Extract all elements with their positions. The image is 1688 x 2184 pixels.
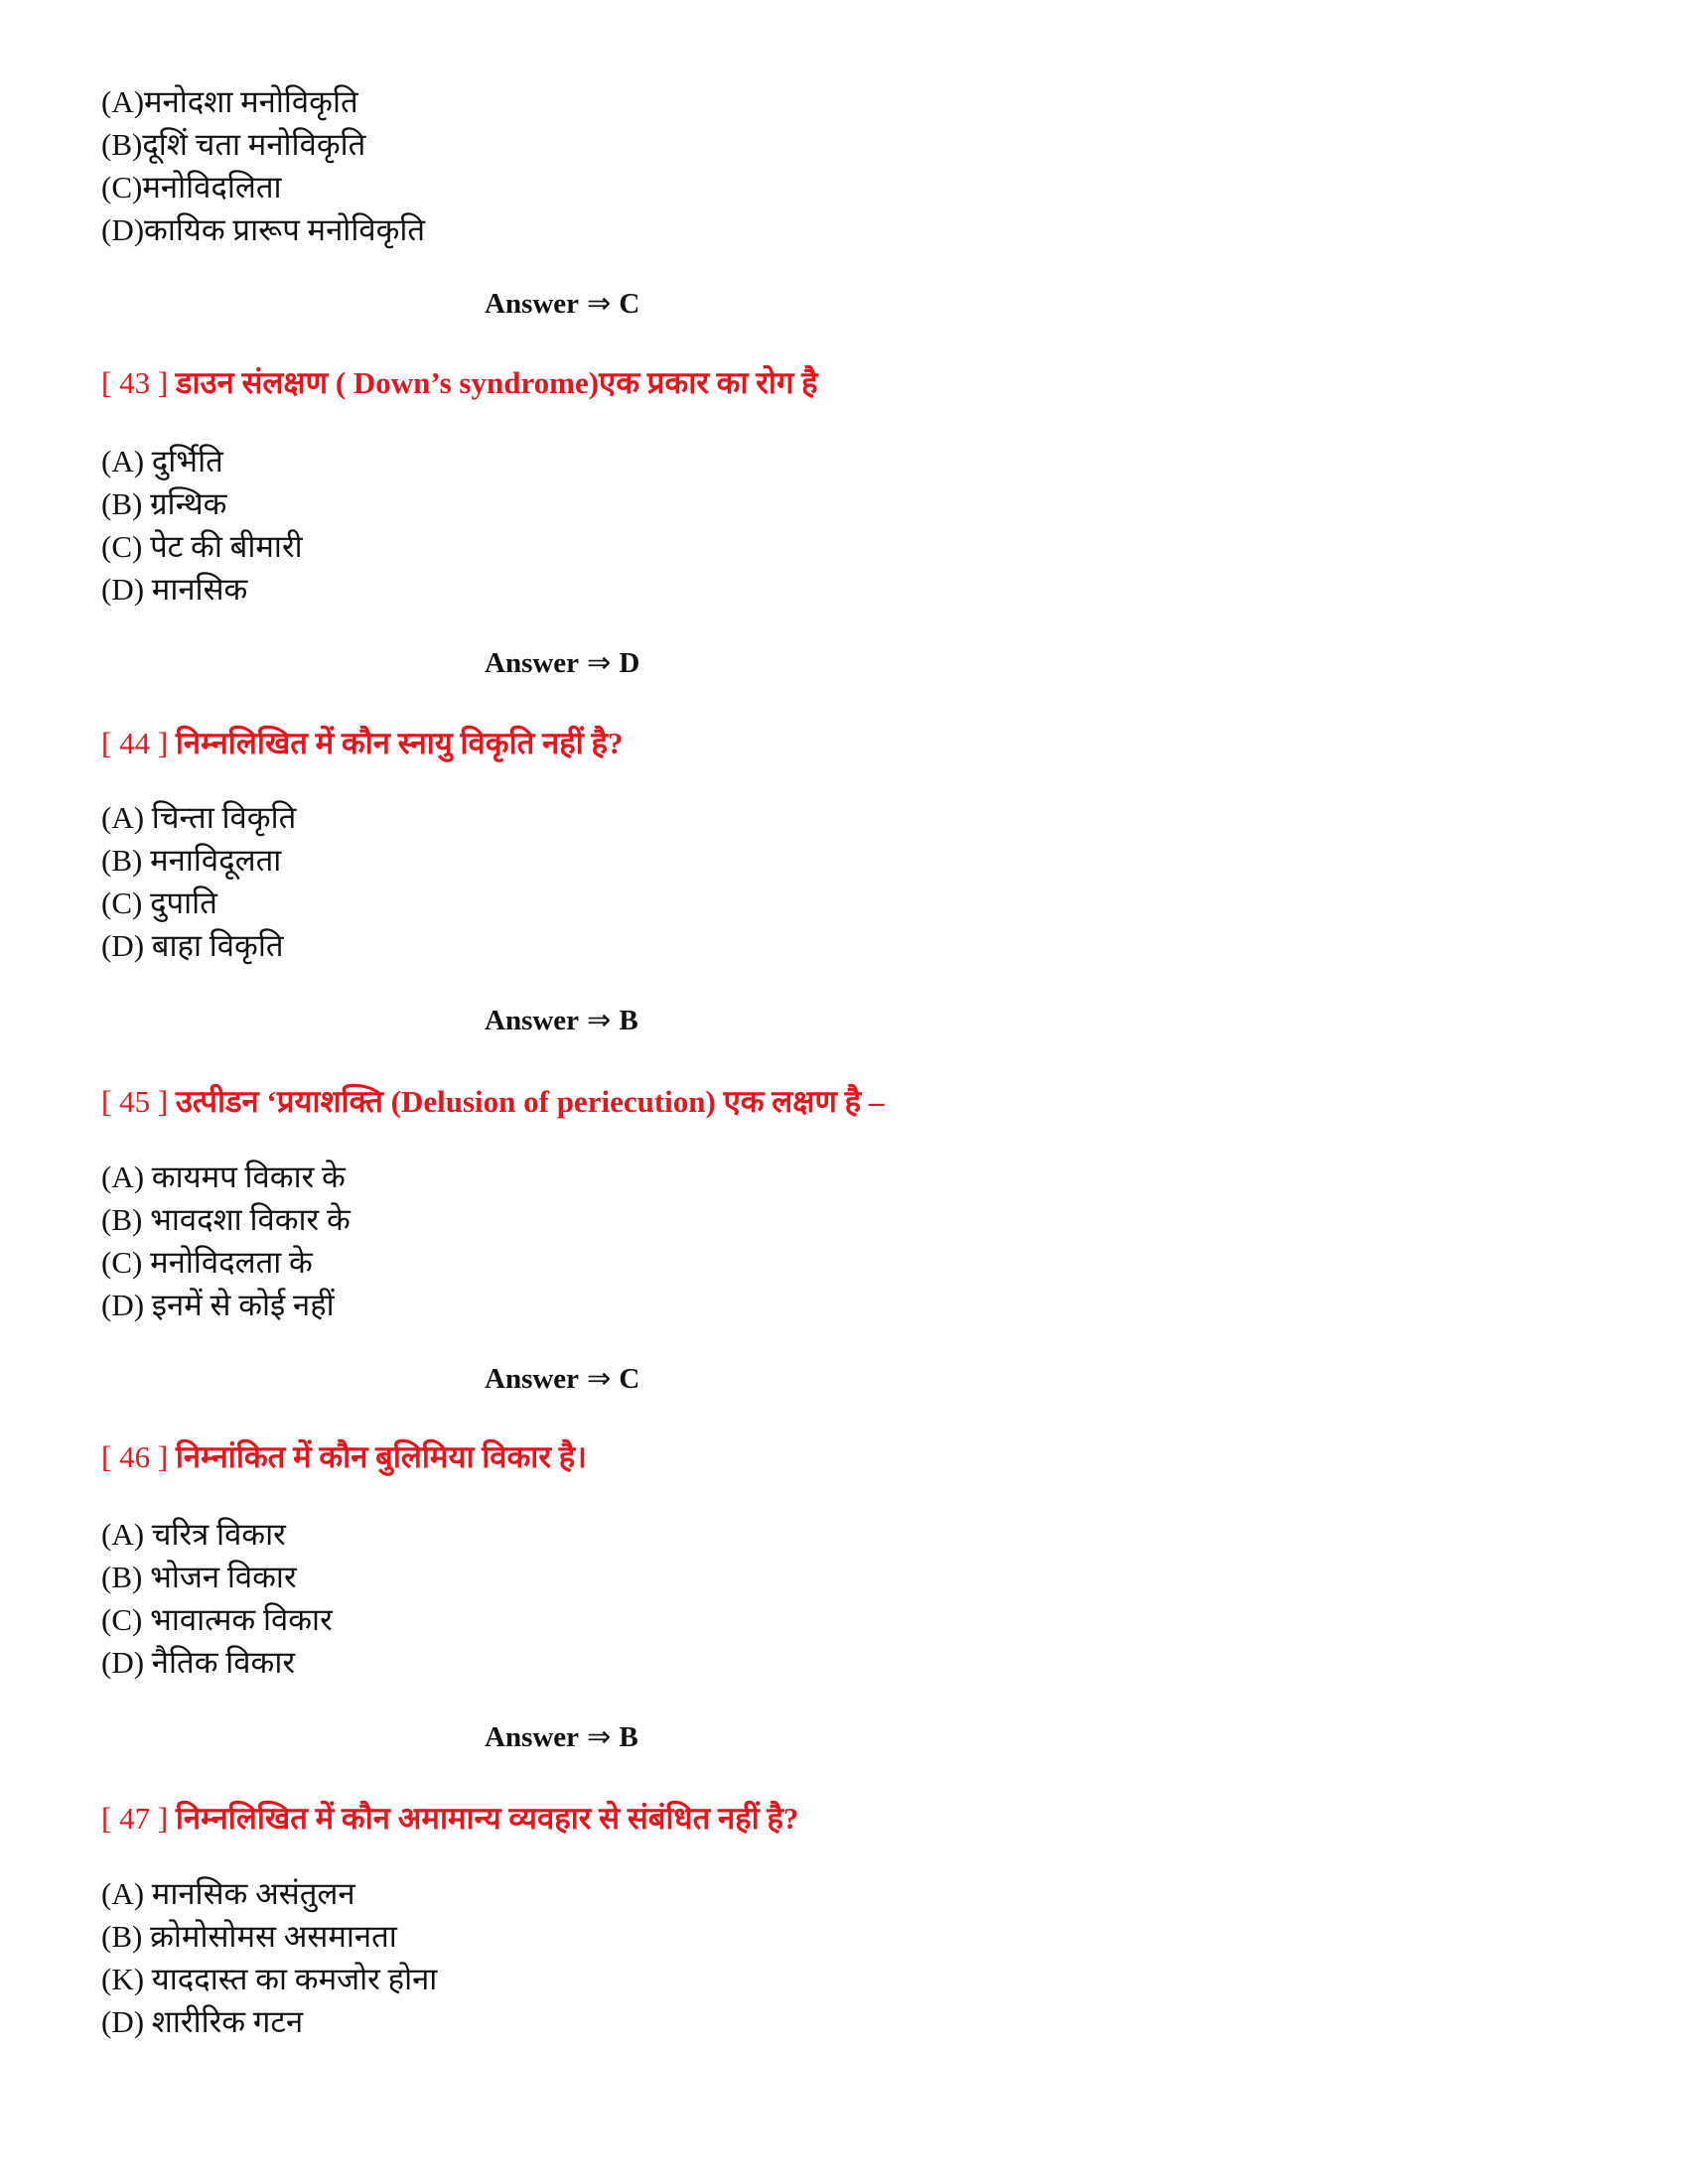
option: (C) भावात्मक विकार	[101, 1602, 333, 1637]
answer-label: Answer	[485, 288, 580, 320]
option: (A) कायमप विकार के	[101, 1160, 346, 1194]
option: (B) क्रोमोसोमस असमानता	[101, 1919, 397, 1954]
question-title	[101, 1437, 587, 1477]
answer-value: B	[619, 1005, 638, 1036]
option: (D) बाहा विकृति	[101, 928, 284, 963]
option: (B) भावदशा विकार के	[101, 1202, 351, 1237]
option: (K) याददास्त का कमजोर होना	[101, 1962, 438, 1996]
option: (D) शारीरिक गटन	[101, 2004, 304, 2039]
option: (B) ग्रन्थिक	[101, 486, 227, 521]
question-text: निम्नलिखित में कौन अमामान्य व्यवहार से संबंधित नहीं है?	[175, 1801, 799, 1836]
question-title	[101, 1082, 884, 1122]
answer-label: Answer	[485, 1721, 580, 1753]
arrow-icon: ⇒	[587, 1721, 612, 1753]
option: (D) नैतिक विकार	[101, 1645, 296, 1680]
answer	[485, 284, 639, 324]
answer	[485, 643, 639, 683]
answer-value: B	[619, 1721, 638, 1753]
option: (D)कायिक प्रारूप मनोविकृति	[101, 212, 426, 247]
question-title	[101, 724, 623, 763]
question-number: [ 46 ]	[101, 1439, 169, 1474]
question-text: उत्पीडन ‘प्रयाशक्ति (Delusion of periecution) एक लक्षण है –	[175, 1084, 885, 1119]
option: (C)मनोविदलिता	[101, 170, 282, 205]
question-number: [ 45 ]	[101, 1084, 169, 1119]
answer	[485, 1359, 639, 1399]
answer-value: C	[619, 288, 640, 320]
answer	[485, 1717, 638, 1757]
question-number: [ 44 ]	[101, 726, 169, 760]
option: (A) चिन्ता विकृति	[101, 800, 297, 835]
question-text: डाउन संलक्षण ( Down’s syndrome)एक प्रकार का रोग है	[175, 365, 818, 400]
option: (B) भोजन विकार	[101, 1560, 297, 1594]
option: (D) मानसिक	[101, 572, 248, 607]
option: (B) मनाविदूलता	[101, 843, 282, 878]
option: (C) पेट की बीमारी	[101, 529, 303, 564]
arrow-icon: ⇒	[587, 647, 612, 679]
question-text: निम्नांकित में कौन बुलिमिया विकार है।	[175, 1439, 587, 1474]
arrow-icon: ⇒	[587, 288, 612, 320]
answer-label: Answer	[485, 1005, 580, 1036]
answer-value: D	[619, 647, 640, 679]
answer	[485, 1001, 638, 1040]
option: (A) चरित्र विकार	[101, 1517, 286, 1552]
question-number: [ 47 ]	[101, 1801, 169, 1836]
question-title	[101, 363, 818, 403]
option: (A) मानसिक असंतुलन	[101, 1876, 355, 1911]
question-text: निम्नलिखित में कौन स्नायु विकृति नहीं है?	[175, 726, 624, 760]
answer-label: Answer	[485, 647, 580, 679]
option: (D) इनमें से कोई नहीं	[101, 1288, 335, 1322]
option: (A)मनोदशा मनोविकृति	[101, 84, 358, 119]
arrow-icon: ⇒	[587, 1005, 612, 1036]
option: (A) दुर्भिति	[101, 444, 223, 478]
answer-value: C	[619, 1363, 640, 1395]
option: (B)दूशिं चता मनोविकृति	[101, 127, 366, 162]
question-number: [ 43 ]	[101, 365, 169, 400]
option: (C) मनोविदलता के	[101, 1245, 313, 1280]
question-title	[101, 1799, 798, 1839]
option: (C) दुपाति	[101, 886, 217, 920]
answer-label: Answer	[485, 1363, 580, 1395]
arrow-icon: ⇒	[587, 1363, 612, 1395]
